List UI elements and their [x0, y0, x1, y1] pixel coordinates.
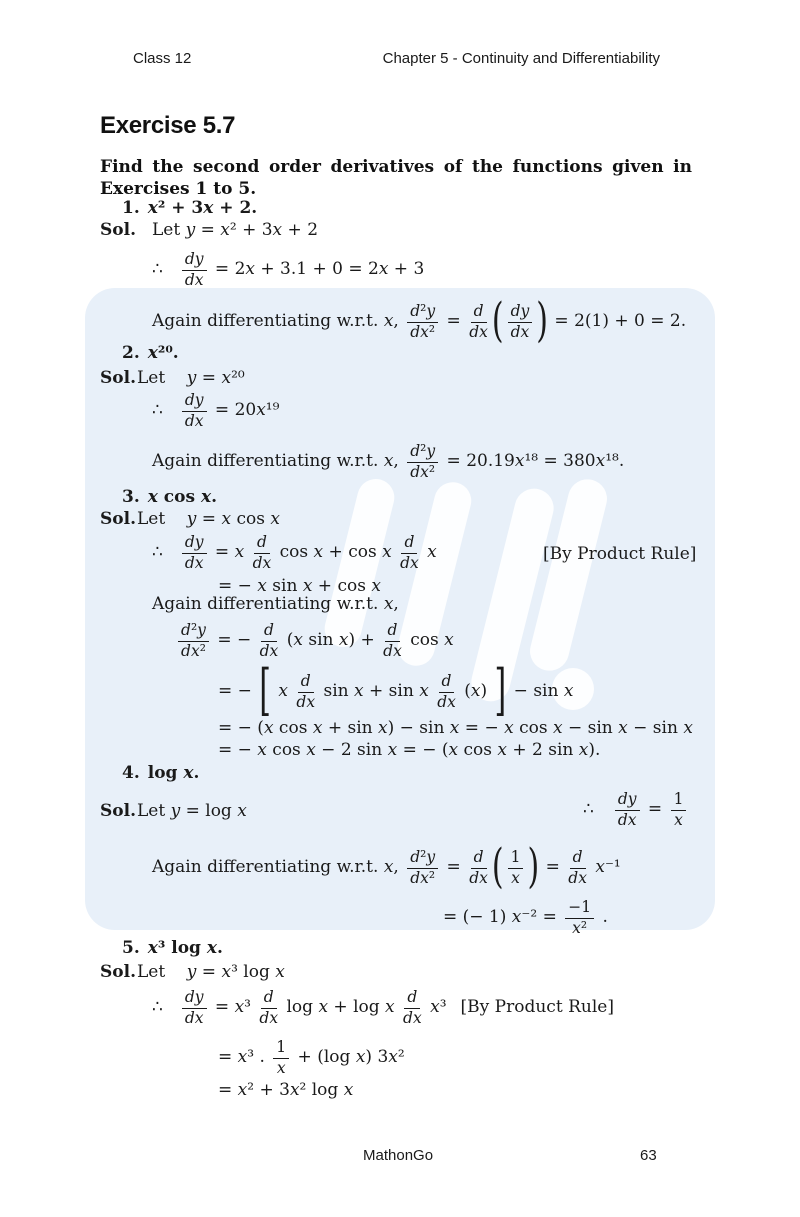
fraction-denominator: dx²: [410, 868, 436, 887]
fraction-numerator: d: [298, 673, 314, 693]
fraction-numerator: d: [570, 849, 586, 869]
fraction-numerator: d: [401, 534, 417, 554]
math-text: x cos x.: [147, 487, 218, 507]
math-text: = − x cos x − 2 sin x = − (x cos x + 2 sin x).: [218, 740, 601, 760]
fraction-denominator: x²: [572, 918, 588, 937]
fraction-denominator: dx: [568, 868, 587, 887]
fraction: [508, 303, 533, 342]
math-text: [By Product Rule]: [460, 997, 614, 1018]
fraction: [407, 303, 438, 342]
math-text: .: [597, 907, 608, 928]
fraction-denominator: x: [511, 868, 520, 887]
fraction-denominator: dx: [403, 1008, 422, 1027]
fraction-denominator: dx: [184, 1008, 204, 1027]
fraction-denominator: dx: [469, 868, 488, 887]
problem-4-solution-line-2: [152, 840, 621, 896]
math-text: cos x + cos x: [274, 542, 392, 563]
math-text: = 20.19x¹⁸ = 380x¹⁸.: [441, 451, 625, 472]
header-chapter-label: Chapter 5 - Continuity and Differentiability: [382, 50, 660, 67]
fraction-denominator: dx: [510, 322, 530, 341]
fraction-denominator: dx²: [181, 641, 206, 660]
fraction-numerator: d: [471, 849, 487, 869]
math-text: = x² + 3x² log x: [218, 1080, 354, 1100]
big-delimiter: (: [491, 840, 504, 895]
problem-4-solution-line-1: [137, 801, 247, 822]
fraction: [615, 791, 640, 830]
problem-3-solution-line-8: [218, 740, 600, 761]
math-text: x³: [430, 997, 447, 1018]
math-text: x: [427, 542, 437, 563]
header-class-label: Class 12: [133, 50, 192, 67]
math-text: Let y = x² + 3x + 2: [152, 220, 319, 240]
fraction-denominator: x: [276, 1058, 286, 1077]
fraction: [508, 849, 524, 888]
problem-1-solution-line-3: [152, 294, 686, 350]
problem-1-statement: [122, 198, 257, 219]
math-text: 4.: [122, 763, 140, 783]
math-text: = 2x + 3.1 + 0 = 2x + 3: [209, 259, 425, 280]
problem-3-statement: [122, 487, 217, 508]
fraction-denominator: dx: [184, 553, 204, 572]
exercise-intro: Find the second order derivatives of the functions given in Exercises 1 to 5.: [100, 157, 692, 200]
math-text: = x³: [209, 997, 257, 1018]
fraction-denominator: dx: [437, 692, 456, 711]
problem-2-solution-line-3: [152, 434, 624, 490]
fraction-denominator: dx: [259, 1008, 279, 1027]
problem-1-sol-label: Sol.: [100, 220, 136, 240]
math-text: Let y = x²⁰: [137, 368, 245, 388]
fraction: [260, 622, 279, 661]
fraction-denominator: dx: [469, 322, 488, 341]
problem-5-sol-label: Sol.: [100, 962, 136, 982]
math-text: Again differentiating w.r.t. x,: [152, 451, 405, 472]
problem-1-solution-line-1: [152, 220, 318, 241]
problem-3-sol-label: Sol.: [100, 509, 136, 529]
math-text: x² + 3x + 2.: [147, 198, 258, 218]
fraction: [253, 534, 272, 573]
math-text: 3.: [122, 487, 140, 507]
big-delimiter: ): [536, 294, 549, 349]
footer-page-number: 63: [640, 1147, 657, 1164]
problem-2-statement: [122, 343, 179, 364]
fraction-numerator: dy: [508, 303, 533, 323]
footer-brand: MathonGo: [363, 1147, 434, 1164]
exercise-title: Exercise 5.7: [100, 112, 236, 139]
problem-5-solution-line-2: [152, 984, 614, 1032]
math-text: ∴: [583, 799, 594, 820]
fraction-denominator: x: [674, 810, 683, 829]
math-text: =: [540, 857, 566, 878]
fraction-numerator: dy: [182, 251, 207, 271]
math-text: cos x: [404, 630, 454, 651]
fraction: [400, 534, 419, 573]
fraction: [469, 303, 488, 342]
math-text: Again differentiating w.r.t. x,: [152, 857, 405, 878]
problem-3-solution-line-5: [175, 617, 454, 665]
problem-5-solution-line-4: [218, 1080, 353, 1101]
problem-4-solution-line-3: [443, 894, 608, 942]
math-text: x⁻¹: [595, 857, 621, 878]
fraction-numerator: d: [261, 989, 277, 1009]
math-text: = (− 1) x⁻² =: [443, 907, 563, 928]
fraction: [383, 622, 402, 661]
math-text: ∴: [152, 542, 163, 563]
problem-4-solution-line-1-right: [583, 788, 689, 832]
fraction-numerator: d: [439, 673, 455, 693]
math-text: 2.: [122, 343, 140, 363]
fraction: [407, 443, 438, 482]
fraction-numerator: d: [385, 622, 401, 642]
problem-3-solution-line-2: [152, 531, 437, 575]
problem-3-product-rule-note: [By Product Rule]: [543, 544, 697, 564]
fraction-numerator: dy: [182, 392, 207, 412]
fraction: [671, 791, 687, 830]
problem-3-solution-line-4: [152, 594, 399, 615]
fraction: [182, 989, 207, 1028]
math-text: = −: [211, 630, 257, 651]
math-text: sin x + sin x: [318, 681, 429, 702]
fraction: [437, 673, 456, 712]
fraction-numerator: d²y: [407, 849, 438, 869]
fraction-denominator: dx: [184, 411, 204, 430]
fraction-numerator: dy: [615, 791, 640, 811]
fraction-denominator: dx: [617, 810, 637, 829]
fraction-denominator: dx: [383, 641, 402, 660]
fraction-numerator: 1: [508, 849, 524, 869]
problem-3-solution-line-7: [218, 718, 693, 739]
fraction: [182, 534, 207, 573]
math-text: x³ log x.: [147, 938, 223, 958]
fraction-denominator: dx: [400, 553, 419, 572]
fraction-numerator: d²y: [407, 443, 438, 463]
math-text: Let y = x cos x: [137, 509, 280, 529]
math-text: = − x sin x + cos x: [218, 576, 381, 596]
math-text: Again differentiating w.r.t. x,: [152, 311, 405, 332]
fraction: [403, 989, 422, 1028]
fraction-denominator: dx: [259, 641, 279, 660]
fraction-numerator: 1: [671, 791, 687, 811]
math-text: = x³ .: [218, 1047, 271, 1068]
fraction: [182, 392, 207, 431]
math-text: =: [441, 311, 467, 332]
math-text: ∴: [152, 400, 163, 421]
problem-1-solution-line-2: [152, 248, 424, 292]
problem-2-sol-label: Sol.: [100, 368, 136, 388]
math-text: ∴: [152, 259, 163, 280]
fraction-denominator: dx: [184, 270, 204, 289]
fraction-numerator: d: [471, 303, 487, 323]
problem-3-solution-line-1: [137, 509, 280, 530]
fraction-numerator: d²y: [178, 622, 209, 642]
fraction: [407, 849, 438, 888]
fraction: [178, 622, 209, 661]
fraction-denominator: dx: [296, 692, 316, 711]
fraction-numerator: d: [404, 989, 420, 1009]
problem-5-solution-line-3: [218, 1034, 405, 1082]
math-text: 1.: [122, 198, 140, 218]
math-text: 5.: [122, 938, 140, 958]
math-text: = −: [218, 681, 258, 702]
math-text: (x sin x) +: [281, 630, 381, 651]
fraction-denominator: dx²: [410, 322, 436, 341]
math-text: = − (x cos x + sin x) − sin x = − x cos x − sin x − sin x: [218, 718, 693, 738]
problem-2-solution-line-2: [152, 389, 279, 433]
fraction-numerator: d: [254, 534, 270, 554]
fraction-numerator: dy: [182, 989, 207, 1009]
fraction-numerator: −1: [565, 899, 594, 919]
fraction-denominator: dx: [252, 553, 272, 572]
math-text: + (log x) 3x²: [292, 1047, 405, 1068]
fraction: [469, 849, 488, 888]
fraction: [182, 251, 207, 290]
math-text: Again differentiating w.r.t. x,: [152, 594, 399, 614]
math-text: − sin x: [508, 681, 574, 702]
problem-5-solution-line-1: [137, 962, 285, 983]
fraction: [568, 849, 587, 888]
math-text: = 20x¹⁹: [209, 400, 280, 421]
problem-3-solution-line-6: [218, 658, 574, 724]
math-text: = x: [209, 542, 245, 563]
fraction-numerator: 1: [273, 1039, 289, 1059]
big-delimiter: (: [491, 294, 504, 349]
fraction-numerator: dy: [182, 534, 207, 554]
math-text: (x): [458, 681, 493, 702]
math-text: =: [441, 857, 467, 878]
math-text: log x.: [147, 763, 200, 783]
fraction: [296, 673, 315, 712]
big-delimiter: [: [259, 658, 272, 724]
problem-4-statement: [122, 763, 199, 784]
math-text: Let y = x³ log x: [137, 962, 285, 982]
fraction-numerator: d: [261, 622, 277, 642]
math-text: = 2(1) + 0 = 2.: [549, 311, 687, 332]
fraction-numerator: d²y: [407, 303, 438, 323]
math-text: =: [642, 799, 668, 820]
math-text: x²⁰.: [147, 343, 179, 363]
problem-2-solution-line-1: [137, 368, 245, 389]
big-delimiter: ): [527, 840, 540, 895]
fraction: [259, 989, 278, 1028]
big-delimiter: ]: [494, 658, 507, 724]
fraction: [565, 899, 594, 938]
problem-5-statement: [122, 938, 223, 959]
fraction: [273, 1039, 289, 1078]
math-text: Let y = log x: [137, 801, 247, 821]
math-text: ∴: [152, 997, 163, 1018]
fraction-denominator: dx²: [410, 462, 436, 481]
math-text: log x + log x: [281, 997, 395, 1018]
math-text: x: [278, 681, 289, 702]
problem-4-sol-label: Sol.: [100, 801, 136, 821]
